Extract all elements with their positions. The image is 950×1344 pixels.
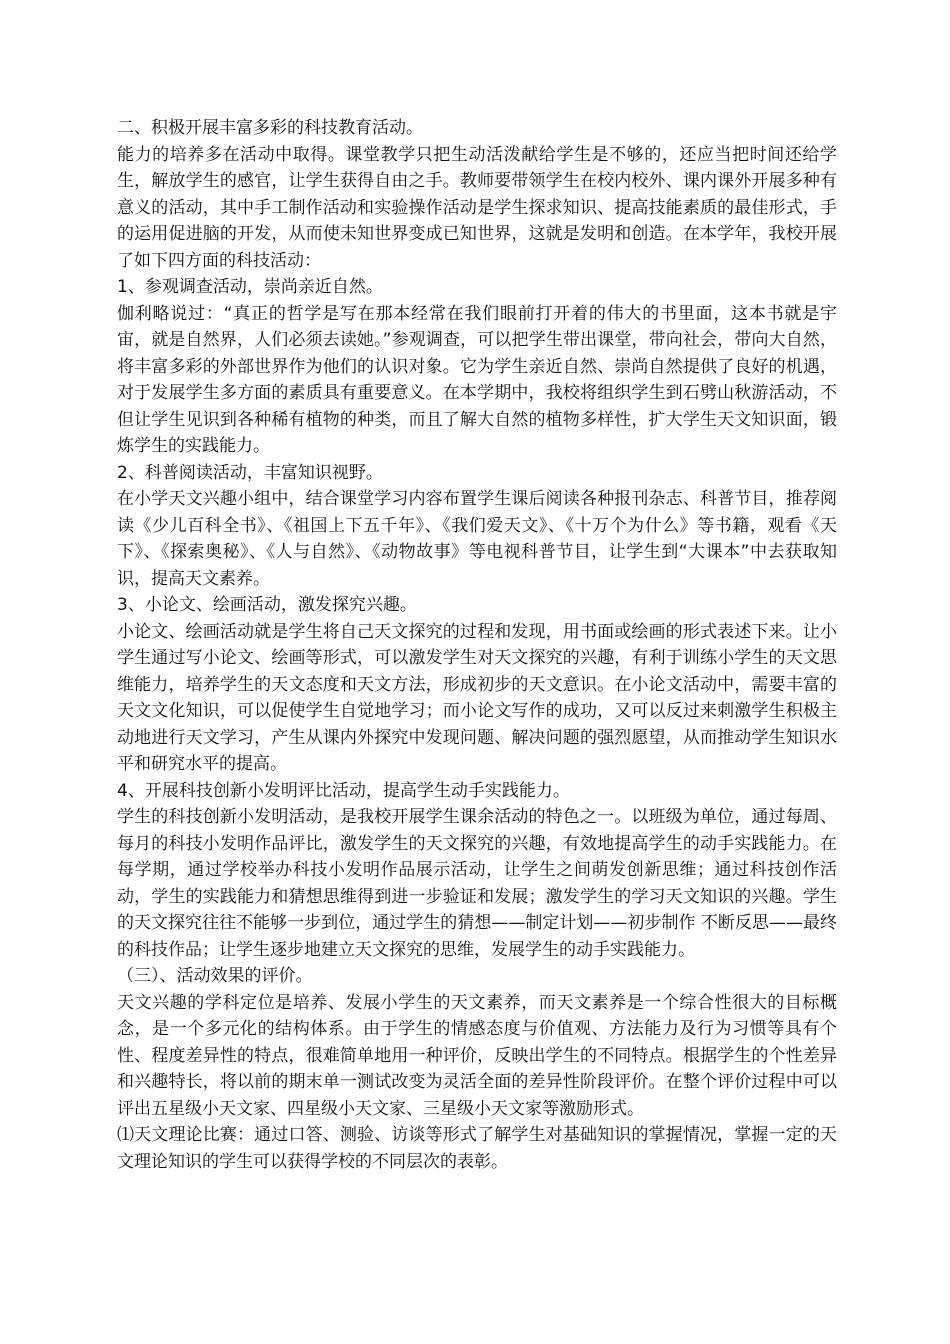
document-body — [117, 115, 837, 1175]
paragraph: 伽利略说过：“真正的哲学是写在那本经常在我们眼前打开着的伟大的书里面，这本书就是宇宙，就是自然界，人们必须去读她。”参观调查，可以把学生带出课堂，带向社会，带向大自然，将丰富多彩的外部世界作为他们的认识对象。它为学生亲近自然、崇尚自然提供了良好的机遇，对于发展学生多方面的素质具有重要意义。在本学期中，我校将组织学生到石劈山秋游活动，不但让学生见识到各种稀有植物的种类，而且了解大自然的植物多样性，扩大学生天文知识面，锻炼学生的实践能力。 — [117, 303, 837, 456]
paragraph: 学生的科技创新小发明活动，是我校开展学生课余活动的特色之一。以班级为单位，通过每周、每月的科技小发明作品评比，激发学生的天文探究的兴趣，有效地提高学生的动手实践能力。在每学期，通过学校举办科技小发明作品展示活动，让学生之间萌发创新思维；通过科技创作活动，学生的实践能力和猜想思维得到进一步验证和发展；激发学生的学习天文知识的兴趣。学生的天文探究往往不能够一步到位，通过学生的猜想——制定计划——初步制作 不断反思——最终的科技作品；让学生逐步地建立天文探究的思维，发展学生的动手实践能力。 — [117, 807, 837, 960]
section-heading: （三）、活动效果的评价。 — [117, 966, 313, 986]
paragraph: 能力的培养多在活动中取得。课堂教学只把生动活泼献给学生是不够的，还应当把时间还给学生，解放学生的感官，让学生获得自由之手。教师要带领学生在校内校外、课内课外开展多种有意义的活动，其中手工制作活动和实验操作活动是学生探求知识、提高技能素质的最佳形式，手的运用促进脑的开发，从而使未知世界变成已知世界，这就是发明和创造。在本学年，我校开展了如下四方面的科技活动： — [117, 144, 837, 271]
paragraph: 天文兴趣的学科定位是培养、发展小学生的天文素养，而天文素养是一个综合性很大的目标概念，是一个多元化的结构体系。由于学生的情感态度与价值观、方法能力及行为习惯等具有个性、程度差异性的特点，很难简单地用一种评价，反映出学生的不同特点。根据学生的个性差异和兴趣特长，将以前的期末单一测试改变为灵活全面的差异性阶段评价。在整个评价过程中可以评出五星级小天文家、四星级小天文家、三星级小天文家等激励形式。 — [117, 992, 837, 1119]
subsection-heading: 3、小论文、绘画活动，激发探究兴趣。 — [117, 595, 417, 615]
subsection-heading: 4、开展科技创新小发明评比活动，提高学生动手实践能力。 — [117, 780, 570, 801]
section-heading: 二、积极开展丰富多彩的科技教育活动。 — [117, 118, 423, 138]
subsection-heading: 1、参观调查活动，崇尚亲近自然。 — [117, 277, 383, 297]
paragraph: 在小学天文兴趣小组中，结合课堂学习内容布置学生课后阅读各种报刊杂志、科普节目，推荐阅读《少儿百科全书》、《祖国上下五千年》、《我们爱天文》、《十万个为什么》等书籍，观看《天下》、《探索奥秘》、《人与自然》、《动物故事》等电视科普节目，让学生到“大课本”中去获取知识，提高天文素养。 — [117, 489, 837, 589]
paragraph: 小论文、绘画活动就是学生将自己天文探究的过程和发现，用书面或绘画的形式表述下来。让小学生通过写小论文、绘画等形式，可以激发学生对天文探究的兴趣，有利于训练小学生的天文思维能力，培养学生的天文态度和天文方法，形成初步的天文意识。在小论文活动中，需要丰富的天文文化知识，可以促使学生自觉地学习；而小论文写作的成功，又可以反过来刺激学生积极主动地进行天文学习，产生从课内外探究中发现问题、解决问题的强烈愿望，从而推动学生知识水平和研究水平的提高。 — [117, 621, 837, 774]
paragraph: ⑴天文理论比赛：通过口答、测验、访谈等形式了解学生对基础知识的掌握情况，掌握一定的天文理论知识的学生可以获得学校的不同层次的表彰。 — [117, 1125, 837, 1172]
subsection-heading: 2、科普阅读活动，丰富知识视野。 — [117, 462, 383, 483]
